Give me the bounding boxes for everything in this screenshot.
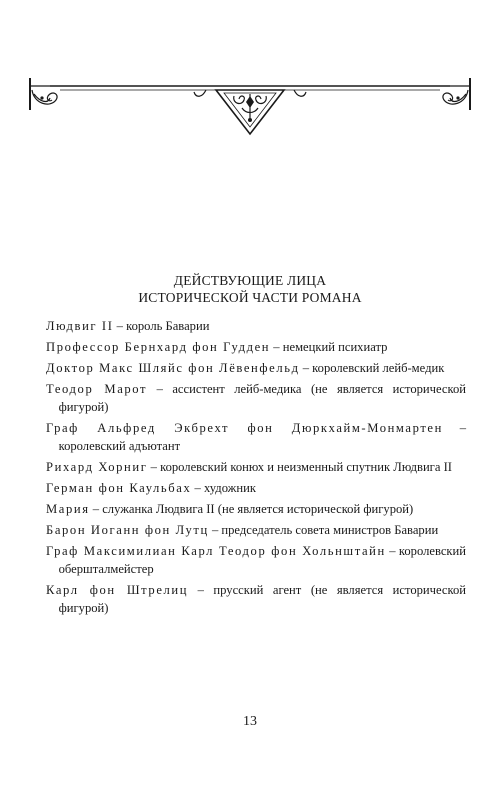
character-role: служанка Людвига II (не является исторической фигурой) <box>102 502 414 516</box>
character-role: король Баварии <box>126 319 210 333</box>
dash-separator: – <box>147 460 161 474</box>
character-name: Людвиг II <box>46 319 114 333</box>
cast-entry <box>46 317 466 335</box>
cast-entry <box>46 521 466 539</box>
dash-separator: – <box>89 502 103 516</box>
character-name: Рихард Хорниг <box>46 460 148 474</box>
character-role: ассистент лейб-медика (не является исторической фигурой) <box>58 382 467 414</box>
cast-entry <box>46 338 466 356</box>
cast-entry <box>46 359 466 377</box>
character-name: Герман фон Каульбах <box>46 481 192 495</box>
page-number: 13 <box>243 714 257 729</box>
dash-separator: – <box>270 340 283 354</box>
dash-separator: – <box>113 319 127 333</box>
dash-separator: – <box>191 481 204 495</box>
cast-list <box>46 317 466 620</box>
character-role: прусский агент (не является исторической фигурой) <box>58 583 466 615</box>
character-name: Профессор Бернхард фон Гудден <box>46 340 271 354</box>
character-role: королевский конюх и неизменный спутник Людвига II <box>160 460 452 474</box>
dash-separator: – <box>442 421 466 435</box>
cast-entry <box>46 458 466 476</box>
character-role: художник <box>203 481 256 495</box>
character-role: королевский обершталмейстер <box>58 544 467 576</box>
character-role: немецкий психиатр <box>282 340 388 354</box>
character-name: Граф Альфред Экбрехт фон Дюркхайм-Монмартен <box>46 421 443 435</box>
character-name: Граф Максимилиан Карл Теодор фон Хольнштайн <box>46 544 386 558</box>
dash-separator: – <box>208 523 222 537</box>
dash-separator: – <box>147 382 173 396</box>
character-role: королевский лейб-медик <box>312 361 445 375</box>
character-role: королевский адъютант <box>58 439 181 453</box>
cast-entry <box>46 479 466 497</box>
cast-entry <box>46 500 466 518</box>
cast-entry <box>46 542 466 578</box>
character-name: Теодор Марот <box>46 382 148 396</box>
character-name: Барон Иоганн фон Лутц <box>46 523 209 537</box>
section-heading-line-2: ИСТОРИЧЕСКОЙ ЧАСТИ РОМАНА <box>138 290 362 305</box>
character-role: председатель совета министров Баварии <box>221 523 439 537</box>
character-name: Мария <box>46 502 90 516</box>
dash-separator: – <box>385 544 399 558</box>
character-name: Доктор Макс Шляйс фон Лёвенфельд <box>46 361 300 375</box>
cast-entry <box>46 380 466 416</box>
cast-entry <box>46 419 466 455</box>
header-ornament-icon <box>20 72 480 142</box>
dash-separator: – <box>188 583 214 597</box>
section-heading-line-1: ДЕЙСТВУЮЩИЕ ЛИЦА <box>173 273 327 288</box>
character-name: Карл фон Штрелиц <box>46 583 189 597</box>
cast-entry <box>46 581 466 617</box>
dash-separator: – <box>299 361 313 375</box>
